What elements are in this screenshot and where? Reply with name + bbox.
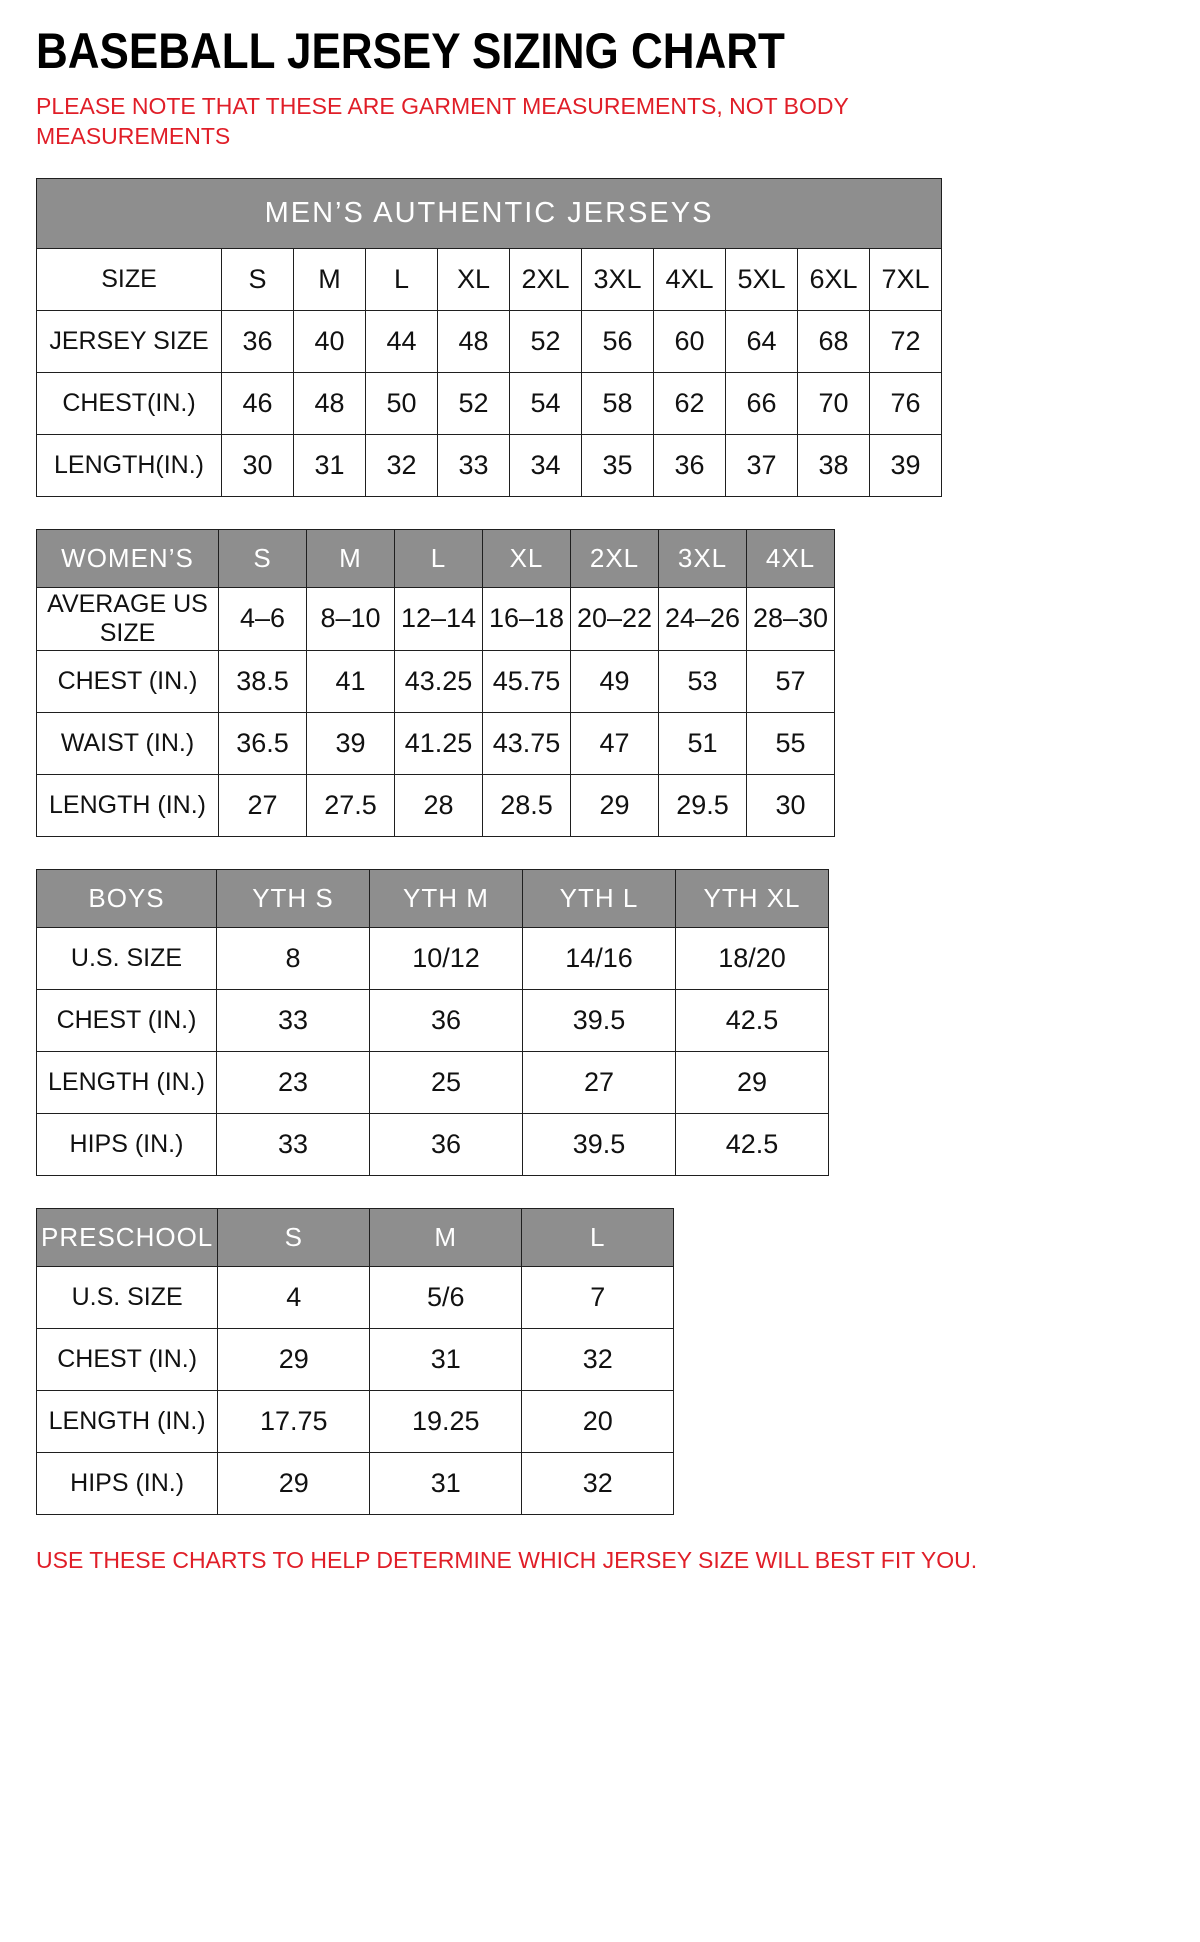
table-cell: 30	[747, 774, 835, 836]
column-header: YTH XL	[676, 869, 829, 927]
table-cell: 19.25	[370, 1390, 522, 1452]
table-cell: L	[366, 248, 438, 310]
table-cell: 62	[654, 372, 726, 434]
row-label: U.S. SIZE	[37, 1266, 218, 1328]
table-boys	[36, 869, 829, 1176]
table-cell: 41	[307, 650, 395, 712]
row-label: SIZE	[37, 248, 222, 310]
table-cell: 54	[510, 372, 582, 434]
column-header: S	[218, 1208, 370, 1266]
table-row	[37, 774, 835, 836]
table-row	[37, 1328, 674, 1390]
table-cell: 39.5	[523, 1113, 676, 1175]
column-header: M	[370, 1208, 522, 1266]
table-cell: 38	[798, 434, 870, 496]
tables-container	[36, 178, 1164, 1515]
table-cell: S	[222, 248, 294, 310]
table-row	[37, 927, 829, 989]
column-header: YTH L	[523, 869, 676, 927]
column-header: XL	[483, 529, 571, 587]
table-cell: 28	[395, 774, 483, 836]
table-cell: 28–30	[747, 587, 835, 650]
table-cell: 36	[370, 1113, 523, 1175]
table-cell: 39	[870, 434, 942, 496]
table-cell: 16–18	[483, 587, 571, 650]
table-cell: 70	[798, 372, 870, 434]
table-cell: 5XL	[726, 248, 798, 310]
row-label: AVERAGE US SIZE	[37, 587, 219, 650]
table-cell: 43.25	[395, 650, 483, 712]
row-label: LENGTH (IN.)	[37, 1051, 217, 1113]
row-label: JERSEY SIZE	[37, 310, 222, 372]
table-cell: 51	[659, 712, 747, 774]
table-cell: 33	[438, 434, 510, 496]
table-cell: 2XL	[510, 248, 582, 310]
row-label: CHEST (IN.)	[37, 650, 219, 712]
table-cell: 36	[370, 989, 523, 1051]
table-cell: 68	[798, 310, 870, 372]
table-cell: 3XL	[582, 248, 654, 310]
table-cell: 30	[222, 434, 294, 496]
table-cell: 27	[523, 1051, 676, 1113]
table-cell: 14/16	[523, 927, 676, 989]
table-row	[37, 989, 829, 1051]
table-womens	[36, 529, 835, 837]
column-header: 2XL	[571, 529, 659, 587]
table-cell: 27.5	[307, 774, 395, 836]
footer-text: USE THESE CHARTS TO HELP DETERMINE WHICH JERSEY SIZE WILL BEST FIT YOU.	[36, 1546, 978, 1573]
table-cell: 44	[366, 310, 438, 372]
table-cell: 32	[522, 1328, 674, 1390]
table-row	[37, 1266, 674, 1328]
table-row	[37, 1452, 674, 1514]
table-row	[37, 248, 942, 310]
table-cell: 29	[218, 1452, 370, 1514]
table-cell: 48	[438, 310, 510, 372]
table-cell: 58	[582, 372, 654, 434]
table-cell: 20	[522, 1390, 674, 1452]
table-cell: 7XL	[870, 248, 942, 310]
table-cell: 52	[510, 310, 582, 372]
table-row	[37, 1113, 829, 1175]
table-title-cell: PRESCHOOL	[37, 1208, 218, 1266]
table-cell: 34	[510, 434, 582, 496]
table-cell: 36	[222, 310, 294, 372]
table-cell: 24–26	[659, 587, 747, 650]
column-header: L	[395, 529, 483, 587]
table-cell: 25	[370, 1051, 523, 1113]
column-header: 4XL	[747, 529, 835, 587]
column-header: YTH S	[217, 869, 370, 927]
table-cell: 45.75	[483, 650, 571, 712]
table-row	[37, 434, 942, 496]
table-cell: 6XL	[798, 248, 870, 310]
table-cell: M	[294, 248, 366, 310]
table-cell: 23	[217, 1051, 370, 1113]
table-row	[37, 650, 835, 712]
table-cell: 29	[218, 1328, 370, 1390]
table-cell: 29.5	[659, 774, 747, 836]
table-cell: 32	[366, 434, 438, 496]
table-preschool	[36, 1208, 674, 1515]
table-cell: 20–22	[571, 587, 659, 650]
table-row	[37, 1390, 674, 1452]
table-row	[37, 587, 835, 650]
table-cell: 72	[870, 310, 942, 372]
table-cell: 60	[654, 310, 726, 372]
column-header: S	[219, 529, 307, 587]
table-cell: 31	[370, 1452, 522, 1514]
table-banner-row	[37, 178, 942, 248]
table-cell: 50	[366, 372, 438, 434]
table-cell: 40	[294, 310, 366, 372]
table-cell: 32	[522, 1452, 674, 1514]
row-label: U.S. SIZE	[37, 927, 217, 989]
table-cell: 18/20	[676, 927, 829, 989]
column-header: L	[522, 1208, 674, 1266]
table-cell: 64	[726, 310, 798, 372]
table-cell: 4	[218, 1266, 370, 1328]
table-cell: 4–6	[219, 587, 307, 650]
table-cell: 4XL	[654, 248, 726, 310]
table-cell: 39	[307, 712, 395, 774]
table-cell: 36	[654, 434, 726, 496]
table-cell: 38.5	[219, 650, 307, 712]
table-cell: 35	[582, 434, 654, 496]
table-cell: 28.5	[483, 774, 571, 836]
row-label: CHEST (IN.)	[37, 989, 217, 1051]
table-cell: 39.5	[523, 989, 676, 1051]
table-cell: 33	[217, 989, 370, 1051]
table-cell: 10/12	[370, 927, 523, 989]
table-mens	[36, 178, 942, 497]
table-cell: 56	[582, 310, 654, 372]
table-cell: 42.5	[676, 1113, 829, 1175]
table-header-row	[37, 869, 829, 927]
row-label: LENGTH(IN.)	[37, 434, 222, 496]
table-cell: 42.5	[676, 989, 829, 1051]
table-header-row	[37, 1208, 674, 1266]
table-cell: 48	[294, 372, 366, 434]
table-row	[37, 372, 942, 434]
table-cell: 7	[522, 1266, 674, 1328]
table-cell: 41.25	[395, 712, 483, 774]
table-banner: MEN’S AUTHENTIC JERSEYS	[37, 178, 942, 248]
row-label: WAIST (IN.)	[37, 712, 219, 774]
table-row	[37, 1051, 829, 1113]
row-label: CHEST (IN.)	[37, 1328, 218, 1390]
table-cell: 43.75	[483, 712, 571, 774]
garment-note-text: PLEASE NOTE THAT THESE ARE GARMENT MEASUREMENTS, NOT BODY MEASUREMENTS	[36, 93, 849, 149]
table-header-row	[37, 529, 835, 587]
table-cell: XL	[438, 248, 510, 310]
table-cell: 17.75	[218, 1390, 370, 1452]
table-cell: 57	[747, 650, 835, 712]
row-label: LENGTH (IN.)	[37, 1390, 218, 1452]
row-label: CHEST(IN.)	[37, 372, 222, 434]
column-header: M	[307, 529, 395, 587]
table-cell: 8	[217, 927, 370, 989]
table-cell: 29	[676, 1051, 829, 1113]
table-cell: 53	[659, 650, 747, 712]
table-title-cell: BOYS	[37, 869, 217, 927]
table-cell: 31	[370, 1328, 522, 1390]
table-cell: 12–14	[395, 587, 483, 650]
table-cell: 46	[222, 372, 294, 434]
table-cell: 5/6	[370, 1266, 522, 1328]
table-cell: 55	[747, 712, 835, 774]
table-cell: 37	[726, 434, 798, 496]
table-row	[37, 310, 942, 372]
table-cell: 29	[571, 774, 659, 836]
table-cell: 66	[726, 372, 798, 434]
row-label: HIPS (IN.)	[37, 1113, 217, 1175]
table-title-cell: WOMEN’S	[37, 529, 219, 587]
table-cell: 8–10	[307, 587, 395, 650]
table-cell: 52	[438, 372, 510, 434]
table-cell: 36.5	[219, 712, 307, 774]
table-cell: 33	[217, 1113, 370, 1175]
table-cell: 47	[571, 712, 659, 774]
table-row	[37, 712, 835, 774]
table-cell: 27	[219, 774, 307, 836]
column-header: YTH M	[370, 869, 523, 927]
table-cell: 31	[294, 434, 366, 496]
table-cell: 49	[571, 650, 659, 712]
column-header: 3XL	[659, 529, 747, 587]
page-title: BASEBALL JERSEY SIZING CHART	[36, 23, 785, 79]
table-cell: 76	[870, 372, 942, 434]
row-label: HIPS (IN.)	[37, 1452, 218, 1514]
row-label: LENGTH (IN.)	[37, 774, 219, 836]
